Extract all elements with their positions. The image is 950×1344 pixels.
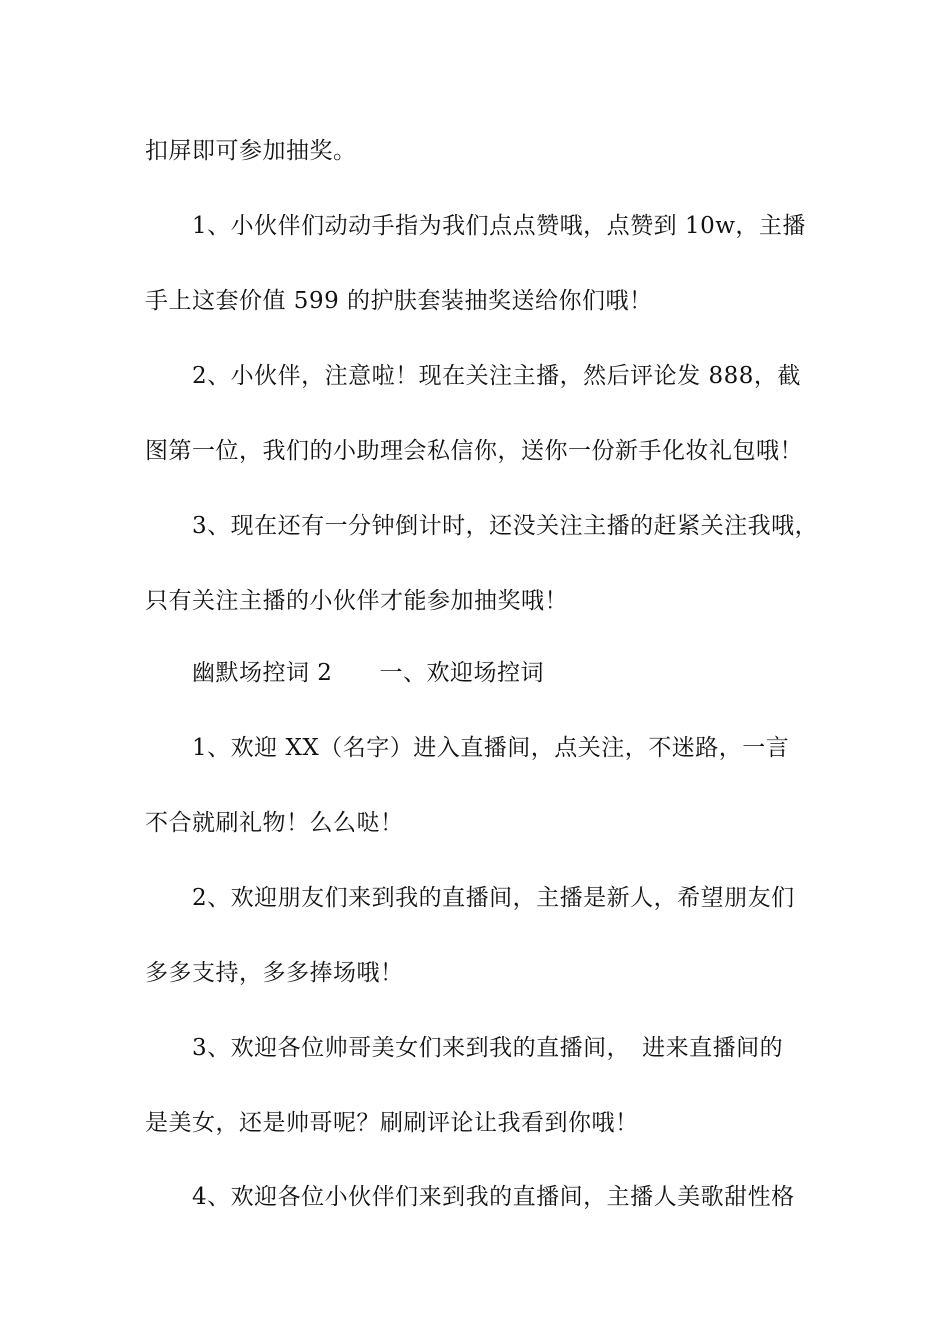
text-line-5: 图第一位，我们的小助理会私信你，送你一份新手化妆礼包哦！ [145,438,803,464]
text-line-1: 扣屏即可参加抽奖。 [145,138,357,164]
text-line-4: 2、小伙伴，注意啦！现在关注主播，然后评论发 888，截 [192,363,801,389]
text-line-14: 是美女，还是帅哥呢？刷刷评论让我看到你哦！ [145,1110,639,1136]
text-line-6: 3、现在还有一分钟倒计时，还没关注主播的赶紧关注我哦， [192,513,819,539]
text-line-9: 1、欢迎 XX（名字）进入直播间，点关注，不迷路，一言 [192,735,790,761]
text-line-3: 手上这套价值 599 的护肤套装抽奖送给你们哦！ [145,288,653,314]
section-heading: 幽默场控词 2 一、欢迎场控词 [192,660,544,686]
text-line-2: 1、小伙伴们动动手指为我们点点赞哦，点赞到 10w，主播 [192,213,806,239]
text-line-12: 多多支持，多多捧场哦！ [145,960,404,986]
text-line-10: 不合就刷礼物！么么哒！ [145,810,404,836]
text-line-7: 只有关注主播的小伙伴才能参加抽奖哦！ [145,588,568,614]
text-line-13: 3、欢迎各位帅哥美女们来到我的直播间， 进来直播间的 [192,1035,784,1061]
text-line-11: 2、欢迎朋友们来到我的直播间，主播是新人，希望朋友们 [192,885,795,911]
text-line-15: 4、欢迎各位小伙伴们来到我的直播间，主播人美歌甜性格 [192,1184,795,1210]
